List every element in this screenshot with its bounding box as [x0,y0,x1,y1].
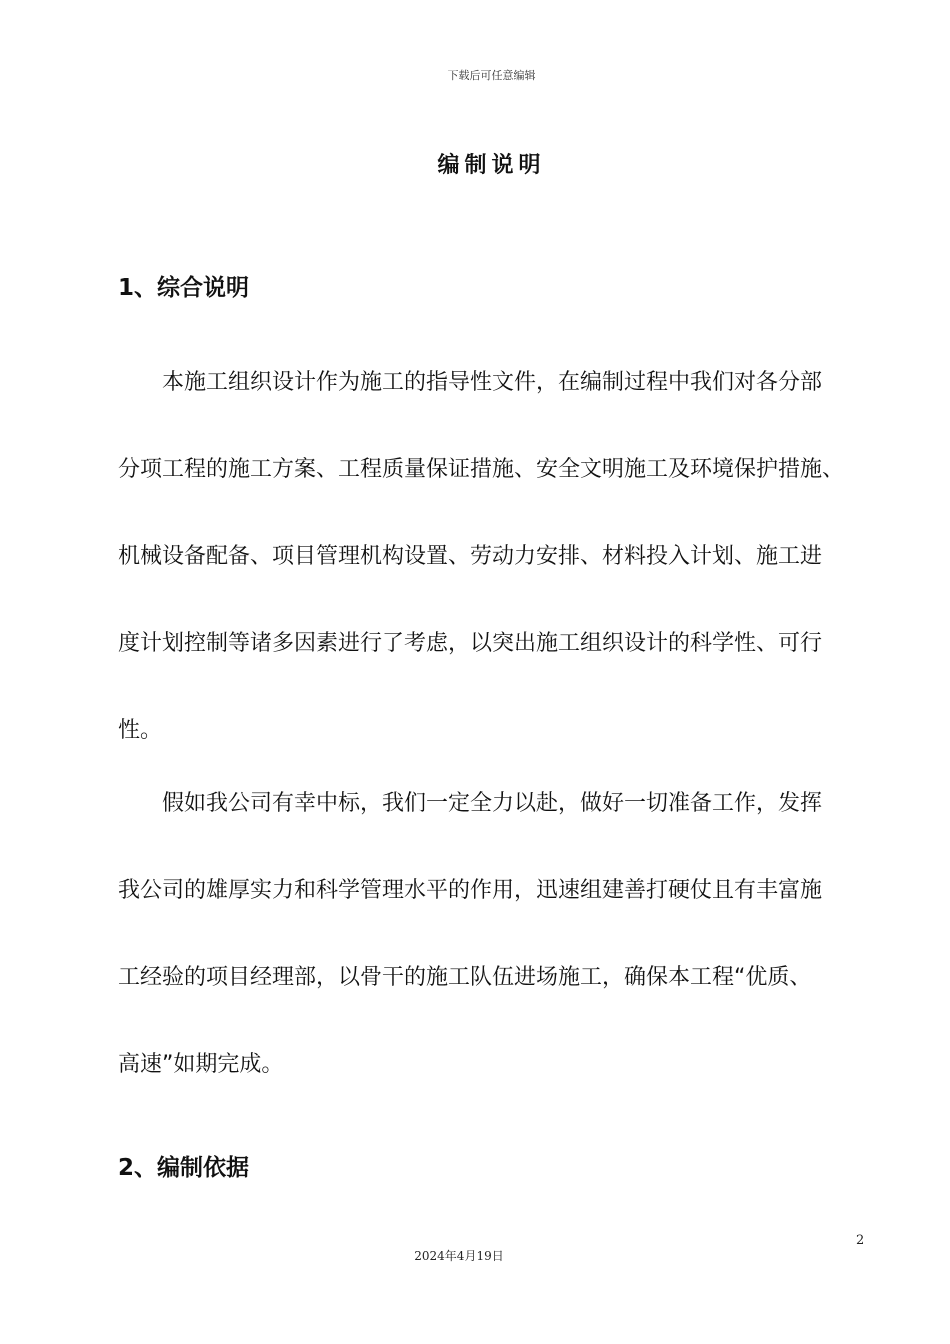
paragraph-line: 性。 [118,718,163,743]
document-title: 编制说明 [437,153,546,178]
paragraph-line: 工经验的项目经理部，以骨干的施工队伍进场施工，确保本工程“优质、 [118,965,812,990]
paragraph-line: 假如我公司有幸中标，我们一定全力以赴，做好一切准备工作，发挥 [162,791,823,816]
paragraph-line: 分项工程的施工方案、工程质量保证措施、安全文明施工及环境保护措施、 [118,457,845,482]
page-number: 2 [856,1233,865,1248]
header-note: 下载后可任意编辑 [447,69,536,82]
paragraph-line: 我公司的雄厚实力和科学管理水平的作用，迅速组建善打硬仗且有丰富施 [118,878,823,903]
paragraph-line: 机械设备配备、项目管理机构设置、劳动力安排、材料投入计划、施工进 [118,544,823,569]
section-heading-general: 1、综合说明 [118,275,250,301]
section-heading-basis: 2、编制依据 [118,1155,250,1181]
paragraph-line: 本施工组织设计作为施工的指导性文件，在编制过程中我们对各分部 [162,370,823,395]
footer-date: 2024年4月19日 [414,1249,504,1263]
paragraph-line: 度计划控制等诸多因素进行了考虑，以突出施工组织设计的科学性、可行 [118,631,823,656]
paragraph-line: 高速”如期完成。 [118,1052,284,1077]
